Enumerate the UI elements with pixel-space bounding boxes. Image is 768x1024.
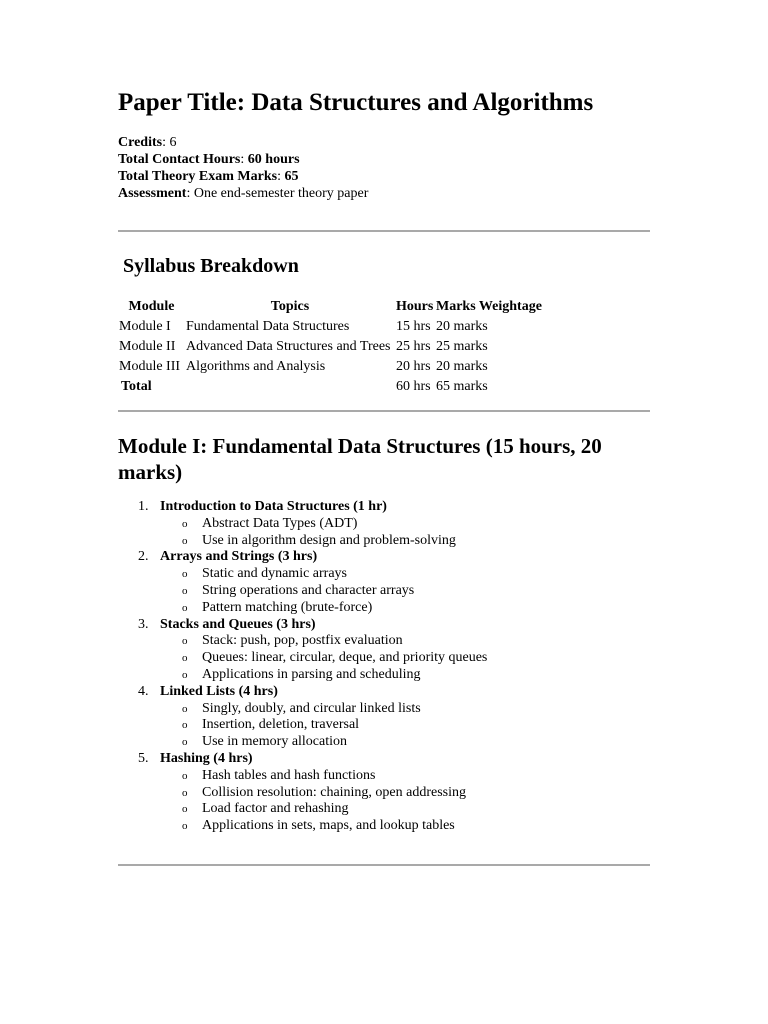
assessment-label: Assessment bbox=[118, 186, 187, 201]
exam-marks-sep: : bbox=[277, 169, 285, 184]
topic-title: Hashing (4 hrs) bbox=[160, 750, 253, 766]
circle-bullet-icon: o bbox=[182, 820, 188, 833]
header-marks: Marks Weightage bbox=[436, 299, 542, 314]
subtopic-text: Applications in parsing and scheduling bbox=[202, 666, 421, 682]
contact-hours-sep: : bbox=[240, 152, 248, 167]
circle-bullet-icon: o bbox=[182, 668, 188, 681]
exam-marks-value: 65 bbox=[284, 169, 299, 184]
topic-item bbox=[118, 499, 487, 516]
subtopic-text: Static and dynamic arrays bbox=[202, 566, 348, 582]
table-total-row bbox=[118, 376, 547, 396]
cell-marks: 25 marks bbox=[436, 339, 488, 354]
subtopic-text: Abstract Data Types (ADT) bbox=[202, 515, 358, 531]
topic-title: Stacks and Queues (3 hrs) bbox=[160, 616, 316, 632]
syllabus-table bbox=[118, 296, 547, 396]
subtopic-text: Use in memory allocation bbox=[202, 734, 348, 750]
cell-topics: Algorithms and Analysis bbox=[186, 359, 326, 374]
subtopic-item bbox=[182, 818, 487, 835]
subtopic-item bbox=[182, 734, 487, 751]
circle-bullet-icon: o bbox=[182, 786, 188, 799]
cell-topics: Fundamental Data Structures bbox=[186, 319, 350, 334]
topic-title: Linked Lists (4 hrs) bbox=[160, 683, 278, 699]
header-topics: Topics bbox=[270, 299, 310, 314]
cell-topics: Advanced Data Structures and Trees bbox=[186, 339, 391, 354]
topic-item bbox=[118, 684, 487, 701]
subtopic-item bbox=[182, 515, 487, 533]
subtopic-item bbox=[182, 801, 487, 818]
subtopic-text: Use in algorithm design and problem-solving bbox=[202, 532, 456, 548]
subtopic-text: Hash tables and hash functions bbox=[202, 767, 376, 783]
table-header-row bbox=[118, 296, 547, 316]
subtopic-text: String operations and character arrays bbox=[202, 582, 415, 598]
circle-bullet-icon: o bbox=[182, 803, 188, 816]
syllabus-heading: Syllabus Breakdown bbox=[123, 255, 299, 277]
cell-module: Module II bbox=[119, 339, 176, 354]
subtopic-item bbox=[182, 566, 487, 583]
cell-hours: 20 hrs bbox=[396, 359, 431, 374]
contact-hours-line bbox=[118, 151, 368, 168]
cell-marks: 20 marks bbox=[436, 359, 488, 374]
contact-hours-label: Total Contact Hours bbox=[118, 152, 241, 167]
circle-bullet-icon: o bbox=[182, 736, 188, 749]
exam-marks-label: Total Theory Exam Marks bbox=[118, 169, 278, 184]
header-hours: Hours bbox=[396, 299, 434, 314]
paper-title: Paper Title: Data Structures and Algorithms bbox=[118, 89, 594, 116]
circle-bullet-icon: o bbox=[182, 568, 188, 581]
circle-bullet-icon: o bbox=[182, 534, 188, 547]
module-heading: Module I: Fundamental Data Structures (15 hours, 20 marks) bbox=[118, 434, 602, 484]
topic-item bbox=[118, 549, 487, 566]
subtopic-item bbox=[182, 633, 487, 650]
subtopic-item bbox=[182, 582, 487, 600]
cell-hours: 15 hrs bbox=[396, 319, 431, 334]
table-row bbox=[118, 336, 547, 356]
topic-list bbox=[118, 499, 487, 835]
table-row bbox=[118, 356, 547, 376]
topic-number: 1. bbox=[138, 499, 149, 514]
topic-number: 2. bbox=[138, 549, 149, 565]
topic-number: 3. bbox=[138, 616, 149, 632]
credits-line bbox=[118, 134, 368, 151]
subtopic-item bbox=[182, 599, 487, 617]
assessment-value: : One end-semester theory paper bbox=[186, 186, 369, 201]
divider bbox=[118, 864, 650, 866]
cell-total-marks: 65 marks bbox=[436, 379, 488, 394]
cell-module: Module III bbox=[119, 359, 181, 374]
circle-bullet-icon: o bbox=[182, 702, 188, 715]
cell-hours: 25 hrs bbox=[396, 339, 431, 354]
subtopic-text: Insertion, deletion, traversal bbox=[202, 717, 360, 733]
circle-bullet-icon: o bbox=[182, 601, 188, 614]
cell-marks: 20 marks bbox=[436, 319, 488, 334]
divider bbox=[118, 230, 650, 232]
cell-module: Module I bbox=[119, 319, 171, 334]
credits-label: Credits bbox=[118, 135, 163, 150]
course-meta bbox=[118, 134, 368, 202]
header-module: Module bbox=[128, 299, 175, 314]
circle-bullet-icon: o bbox=[182, 584, 188, 597]
subtopic-text: Stack: push, pop, postfix evaluation bbox=[202, 633, 403, 649]
subtopic-text: Applications in sets, maps, and lookup tables bbox=[202, 818, 455, 834]
circle-bullet-icon: o bbox=[182, 635, 188, 648]
table-row bbox=[118, 316, 547, 336]
subtopic-item bbox=[182, 784, 487, 802]
subtopic-item bbox=[182, 532, 487, 550]
circle-bullet-icon: o bbox=[182, 719, 188, 732]
credits-value: : 6 bbox=[162, 135, 177, 150]
subtopic-item bbox=[182, 650, 488, 667]
assessment-line bbox=[118, 185, 368, 202]
subtopic-text: Pattern matching (brute-force) bbox=[202, 599, 373, 615]
subtopic-item bbox=[182, 700, 487, 718]
exam-marks-line bbox=[118, 168, 368, 185]
cell-total-hours: 60 hrs bbox=[396, 379, 431, 394]
cell-total-topics bbox=[185, 376, 395, 396]
cell-total-label: Total bbox=[121, 379, 152, 394]
topic-title: Arrays and Strings (3 hrs) bbox=[160, 549, 318, 565]
divider bbox=[118, 410, 650, 412]
subtopic-text: Singly, doubly, and circular linked lists bbox=[202, 700, 421, 716]
topic-number: 5. bbox=[138, 750, 149, 766]
subtopic-text: Queues: linear, circular, deque, and priority queues bbox=[202, 650, 488, 666]
topic-title: Introduction to Data Structures (1 hr) bbox=[160, 499, 387, 514]
circle-bullet-icon: o bbox=[182, 517, 188, 530]
subtopic-text: Load factor and rehashing bbox=[202, 801, 349, 817]
topic-item bbox=[118, 617, 487, 634]
contact-hours-value: 60 hours bbox=[247, 152, 300, 167]
subtopic-item bbox=[182, 767, 487, 785]
subtopic-item bbox=[182, 717, 487, 734]
subtopic-item bbox=[182, 666, 487, 684]
circle-bullet-icon: o bbox=[182, 769, 188, 782]
topic-item bbox=[118, 751, 487, 768]
topic-number: 4. bbox=[138, 683, 149, 699]
subtopic-text: Collision resolution: chaining, open addressing bbox=[202, 784, 467, 800]
circle-bullet-icon: o bbox=[182, 652, 188, 665]
